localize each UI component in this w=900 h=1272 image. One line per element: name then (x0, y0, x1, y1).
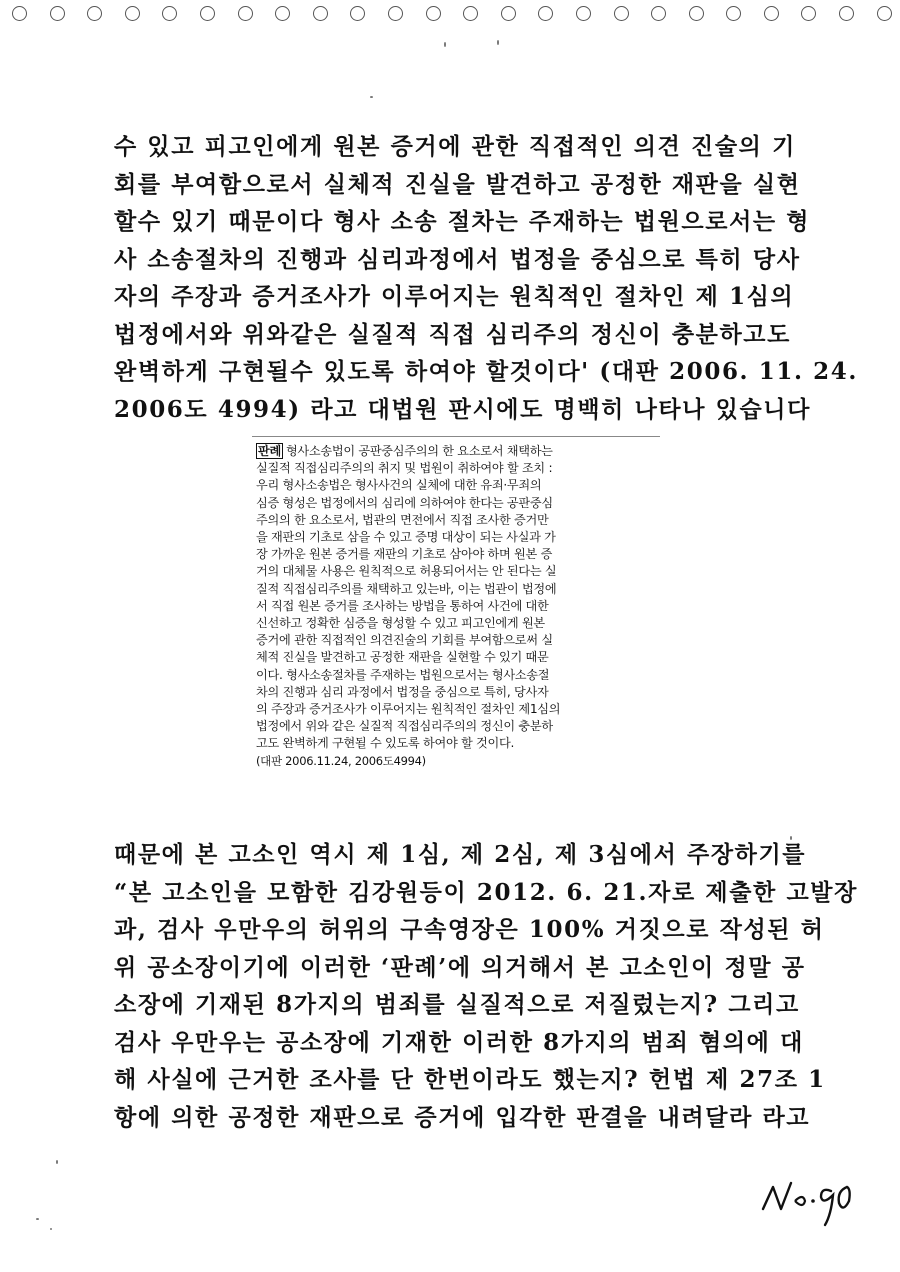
punch-hole (614, 6, 629, 21)
clipping-line: 주의의 한 요소로서, 법관의 면전에서 직접 조사한 증거만 (256, 512, 549, 527)
binder-holes (12, 6, 892, 21)
clipping-line: 질적 직접심리주의를 채택하고 있는바, 이는 법관이 법정에 (256, 581, 557, 596)
text-line: 때문에 본 고소인 역시 제 1심, 제 2심, 제 3심에서 주장하기를 (114, 841, 807, 868)
text-line: 법정에서와 위와같은 실질적 직접 심리주의 정신이 충분하고도 (114, 320, 791, 348)
text-line: 검사 우만우는 공소장에 기재한 이러한 8가지의 범죄 혐의에 대 (114, 1028, 804, 1056)
punch-hole (801, 6, 816, 21)
clipping-line: 실질적 직접심리주의의 취지 및 법원이 취하여야 할 조치 : (256, 461, 553, 476)
punch-hole (313, 6, 328, 21)
punch-hole (426, 6, 441, 21)
punch-hole (50, 6, 65, 21)
text-line: 2006도 4994) 라고 대법원 판시에도 명백히 나타나 있습니다 (114, 395, 811, 423)
punch-hole (726, 6, 741, 21)
punch-hole (576, 6, 591, 21)
punch-hole (501, 6, 516, 21)
clipping-line: 거의 대체물 사용은 원칙적으로 허용되어서는 안 된다는 실 (256, 564, 557, 579)
clipping-line: 장 가까운 원본 증거를 재판의 기초로 삼아야 하며 원본 증 (256, 547, 553, 562)
clipping-line: 우리 형사소송법은 형사사건의 실체에 대한 유죄·무죄의 (256, 478, 542, 493)
text-line: 위 공소장이기에 이러한 ‘판례’에 의거해서 본 고소인이 정말 공 (114, 953, 806, 981)
clipping-line: 의 주장과 증거조사가 이루어지는 원칙적인 절차인 제1심의 (256, 702, 561, 717)
body-paragraph-bottom (114, 836, 858, 1136)
text-line: “본 고소인을 모함한 김강원등이 2012. 6. 21.자로 제출한 고발장 (114, 878, 858, 906)
punch-hole (463, 6, 478, 21)
punch-hole (200, 6, 215, 21)
clipping-line: 차의 진행과 심리 과정에서 법정을 중심으로 특히, 당사자 (256, 684, 549, 699)
clipping-line: 증거에 관한 직접적인 의견진술의 기회를 부여함으로써 실 (256, 633, 553, 648)
ruling-clipping (252, 436, 660, 796)
text-line: 사 소송절차의 진행과 심리과정에서 법정을 중심으로 특히 당사 (114, 245, 801, 273)
punch-hole (87, 6, 102, 21)
clipping-line: 심증 형성은 법정에서의 심리에 의하여야 한다는 공판중심 (256, 495, 553, 510)
text-line: 해 사실에 근거한 조사를 단 한번이라도 했는지? 헌법 제 27조 1 (114, 1066, 826, 1093)
punch-hole (538, 6, 553, 21)
punch-hole (651, 6, 666, 21)
punch-hole (275, 6, 290, 21)
punch-hole (877, 6, 892, 21)
clipping-line: 서 직접 원본 증거를 조사하는 방법을 통하여 사건에 대한 (256, 598, 549, 613)
clipping-source: (대판 2006.11.24, 2006도4994) (256, 753, 426, 768)
clipping-line: 을 재판의 기초로 삼을 수 있고 증명 대상이 되는 사실과 가 (256, 530, 556, 545)
text-line: 할수 있기 때문이다 형사 소송 절차는 주재하는 법원으로서는 형 (114, 208, 811, 235)
punch-hole (689, 6, 704, 21)
punch-hole (764, 6, 779, 21)
punch-hole (12, 6, 27, 21)
clipping-line: 법정에서 위와 같은 실질적 직접심리주의의 정신이 충분하 (256, 719, 553, 734)
clipping-line (256, 443, 656, 460)
clipping-line: 이다. 형사소송절차를 주재하는 법원으로서는 형사소송절 (256, 667, 550, 682)
punch-hole (162, 6, 177, 21)
text-line: 회를 부여함으로서 실체적 진실을 발견하고 공정한 재판을 실현 (114, 170, 801, 198)
ruling-tag: 판례 (258, 444, 281, 458)
text-line: 소장에 기재된 8가지의 범죄를 실질적으로 저질렀는지? 그리고 (114, 991, 800, 1018)
clipping-text: 형사소송법이 공판중심주의의 한 요소로서 채택하는 (285, 444, 553, 458)
clipping-line: 신선하고 정확한 심증을 형성할 수 있고 피고인에게 원본 (256, 616, 545, 631)
text-line: 수 있고 피고인에게 원본 증거에 관한 직접적인 의견 진술의 기 (114, 133, 796, 160)
text-line: 완벽하게 구현될수 있도록 하여야 할것이다' (대판 2006. 11. 24. (114, 358, 858, 385)
body-paragraph-top (114, 128, 858, 428)
text-line: 자의 주장과 증거조사가 이루어지는 원칙적인 절차인 제 1심의 (114, 283, 795, 310)
text-line: 항에 의한 공정한 재판으로 증거에 입각한 판결을 내려달라 라고 (114, 1103, 811, 1131)
punch-hole (238, 6, 253, 21)
clipping-line: 고도 완벽하게 구현될 수 있도록 하여야 할 것이다. (256, 736, 515, 751)
handwritten-page-number (755, 1165, 865, 1235)
text-line: 과, 검사 우만우의 허위의 구속영장은 100% 거짓으로 작성된 허 (114, 916, 825, 943)
clipping-line: 체적 진실을 발견하고 공정한 재판을 실현할 수 있기 때문 (256, 650, 549, 665)
punch-hole (839, 6, 854, 21)
punch-hole (125, 6, 140, 21)
punch-hole (350, 6, 365, 21)
punch-hole (388, 6, 403, 21)
